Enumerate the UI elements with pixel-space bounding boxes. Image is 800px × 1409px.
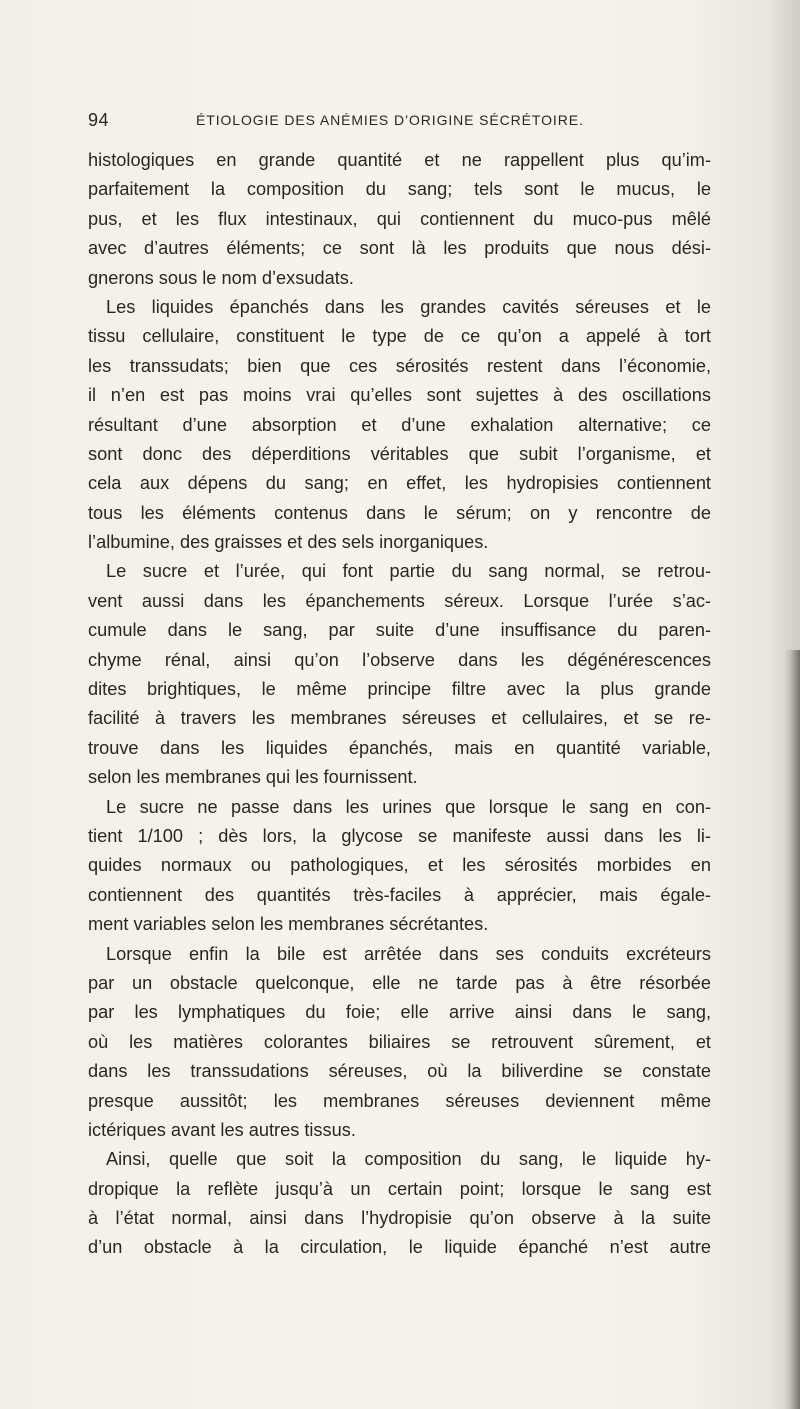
- text-line: cela aux dépens du sang; en effet, les hydropisies contiennent: [88, 473, 711, 494]
- paragraph-start-line: Ainsi, quelle que soit la composition du sang, le liquide hy-: [106, 1149, 711, 1170]
- text-line: quides normaux ou pathologiques, et les sérosités morbides en: [88, 855, 711, 876]
- text-line: histologiques en grande quantité et ne rappellent plus qu’im-: [88, 150, 711, 170]
- body-text: [88, 146, 711, 1263]
- text-line: les transsudats; bien que ces sérosités restent dans l’économie,: [88, 355, 711, 376]
- text-line: résultant d’une absorption et d’une exhalation alternative; ce: [88, 414, 711, 435]
- text-line: ictériques avant les autres tissus.: [88, 1119, 356, 1140]
- text-line: presque aussitôt; les membranes séreuses deviennent même: [88, 1090, 711, 1111]
- text-line: à l’état normal, ainsi dans l’hydropisie qu’on observe à la suite: [88, 1208, 711, 1229]
- paragraph-start-line: Le sucre et l’urée, qui font partie du sang normal, se retrou-: [106, 561, 711, 582]
- text-line: l’albumine, des graisses et des sels inorganiques.: [88, 532, 489, 553]
- text-line: trouve dans les liquides épanchés, mais en quantité variable,: [88, 737, 711, 758]
- paragraph-start-line: Lorsque enfin la bile est arrêtée dans ses conduits excréteurs: [106, 943, 711, 964]
- text-line: pus, et les flux intestinaux, qui contiennent du muco-pus mêlé: [88, 208, 711, 229]
- text-line: dites brightiques, le même principe filtre avec la plus grande: [88, 679, 711, 700]
- text-line: avec d’autres éléments; ce sont là les produits que nous dési-: [88, 238, 711, 259]
- text-line: selon les membranes qui les fournissent.: [88, 767, 418, 788]
- page-number: 94: [88, 110, 110, 130]
- page-header: [88, 110, 708, 136]
- text-line: dans les transsudations séreuses, où la biliverdine se constate: [88, 1061, 711, 1082]
- paragraph-start-line: Le sucre ne passe dans les urines que lorsque le sang en con-: [106, 796, 711, 817]
- text-line: cumule dans le sang, par suite d’une insuffisance du paren-: [88, 620, 711, 641]
- text-line: gnerons sous le nom d’exsudats.: [88, 267, 354, 288]
- text-line: par un obstacle quelconque, elle ne tarde pas à être résorbée: [88, 972, 711, 993]
- text-line: dropique la reflète jusqu’à un certain point; lorsque le sang est: [88, 1178, 711, 1199]
- text-line: facilité à travers les membranes séreuses et cellulaires, et se re-: [88, 708, 711, 729]
- text-line: d’un obstacle à la circulation, le liquide épanché n’est autre: [88, 1237, 711, 1258]
- running-title: ÉTIOLOGIE DES ANÉMIES D’ORIGINE SÉCRÉTOIRE.: [196, 112, 584, 128]
- text-line: ment variables selon les membranes sécrétantes.: [88, 914, 489, 935]
- text-line: où les matières colorantes biliaires se retrouvent sûrement, et: [88, 1031, 711, 1052]
- text-line: tient 1/100 ; dès lors, la glycose se manifeste aussi dans les li-: [88, 825, 711, 846]
- text-line: chyme rénal, ainsi qu’on l’observe dans les dégénérescences: [88, 649, 711, 670]
- text-line: contiennent des quantités très-faciles à apprécier, mais égale-: [88, 884, 711, 905]
- text-line: tous les éléments contenus dans le sérum; on y rencontre de: [88, 502, 711, 523]
- page-edge-shadow: [784, 650, 800, 1409]
- text-line: par les lymphatiques du foie; elle arrive ainsi dans le sang,: [88, 1002, 711, 1023]
- paragraph-start-line: Les liquides épanchés dans les grandes cavités séreuses et le: [106, 296, 711, 317]
- text-line: sont donc des déperditions véritables que subit l’organisme, et: [88, 443, 711, 464]
- text-line: parfaitement la composition du sang; tels sont le mucus, le: [88, 179, 711, 200]
- text-line: tissu cellulaire, constituent le type de ce qu’on a appelé à tort: [88, 326, 711, 347]
- text-line: il n’en est pas moins vrai qu’elles sont sujettes à des oscillations: [88, 385, 711, 406]
- text-line: vent aussi dans les épanchements séreux. Lorsque l’urée s’ac-: [88, 590, 711, 611]
